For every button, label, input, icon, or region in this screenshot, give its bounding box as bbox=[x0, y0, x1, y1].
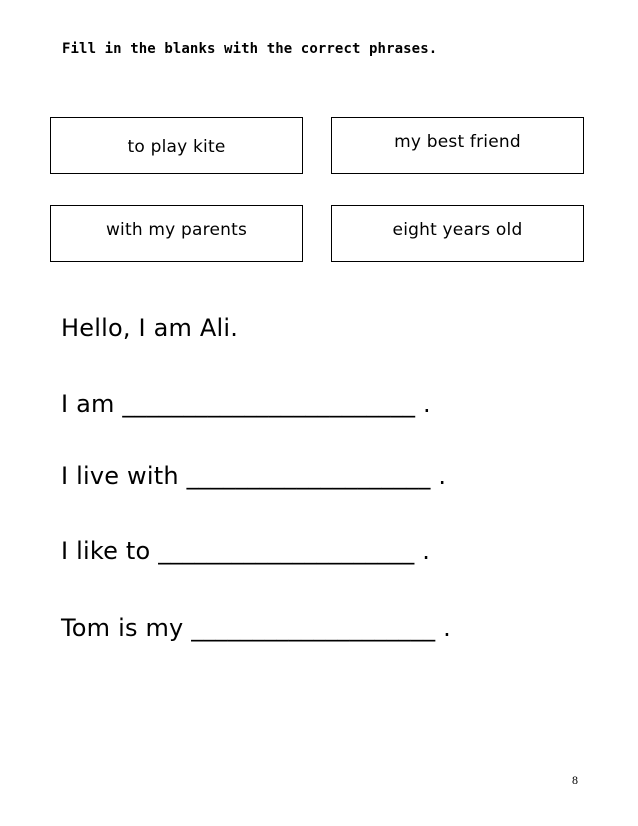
fill-in-sentence-4: Tom is my ____________________ . bbox=[61, 614, 451, 642]
phrase-label: eight years old bbox=[392, 219, 523, 240]
phrase-box-to-play-kite bbox=[50, 117, 303, 174]
phrase-label: with my parents bbox=[105, 219, 248, 240]
fill-in-sentence-3: I like to _____________________ . bbox=[61, 537, 431, 565]
phrase-label: to play kite bbox=[127, 136, 226, 157]
greeting-sentence: Hello, I am Ali. bbox=[61, 314, 239, 342]
phrase-box-with-my-parents bbox=[50, 205, 303, 262]
page-number: 8 bbox=[572, 773, 578, 787]
fill-in-sentence-1: I am ________________________ . bbox=[61, 390, 431, 418]
phrase-box-my-best-friend bbox=[331, 117, 584, 174]
instruction-text: Fill in the blanks with the correct phrases. bbox=[62, 41, 438, 57]
fill-in-sentence-2: I live with ____________________ . bbox=[61, 462, 447, 490]
phrase-box-eight-years-old bbox=[331, 205, 584, 262]
phrase-label: my best friend bbox=[394, 131, 521, 152]
